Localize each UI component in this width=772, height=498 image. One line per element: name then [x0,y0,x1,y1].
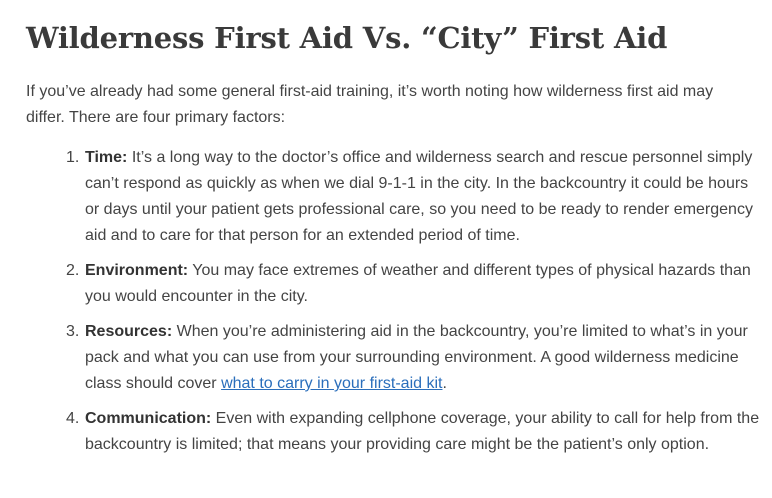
list-number: 4. [66,410,80,427]
list-item-time [26,145,761,249]
list-item-resources [26,319,761,397]
factor-text: Even with expanding cellphone coverage, your ability to call for help from the backcountry is limited; that means your providing care might be the patient’s only option. [85,410,760,453]
factors-list [26,145,766,458]
factor-term: Environment: [85,262,189,279]
factor-term: Communication: [85,410,212,427]
factor-text: When you’re administering aid in the backcountry, you’re limited to what’s in your pack and what you can use from your surrounding environment. A good wilderness medicine class should cover [85,323,748,392]
list-item-environment [26,258,761,310]
factor-term: Time: [85,149,128,166]
factor-text: You may face extremes of weather and different types of physical hazards than you would encounter in the city. [85,262,751,305]
link-trailing-period: . [442,375,447,392]
list-number: 2. [66,262,80,279]
list-number: 3. [66,323,80,340]
factor-term: Resources: [85,323,173,340]
list-item-communication [26,406,761,458]
article [26,14,766,467]
article-heading: Wilderness First Aid Vs. “City” First Aid [26,21,668,55]
first-aid-kit-link[interactable]: what to carry in your first-aid kit [221,375,443,392]
factor-text: It’s a long way to the doctor’s office and wilderness search and rescue personnel simply can’t respond as quickly as when we dial 9-1-1 in the city. In the backcountry it could be hours or days until your patient gets professional care, so you need to be ready to render emergency aid and to care for that person for an extended period of time. [85,149,753,244]
list-number: 1. [66,149,80,166]
intro-paragraph: If you’ve already had some general first-aid training, it’s worth noting how wilderness first aid may differ. There are four primary factors: [26,83,714,126]
